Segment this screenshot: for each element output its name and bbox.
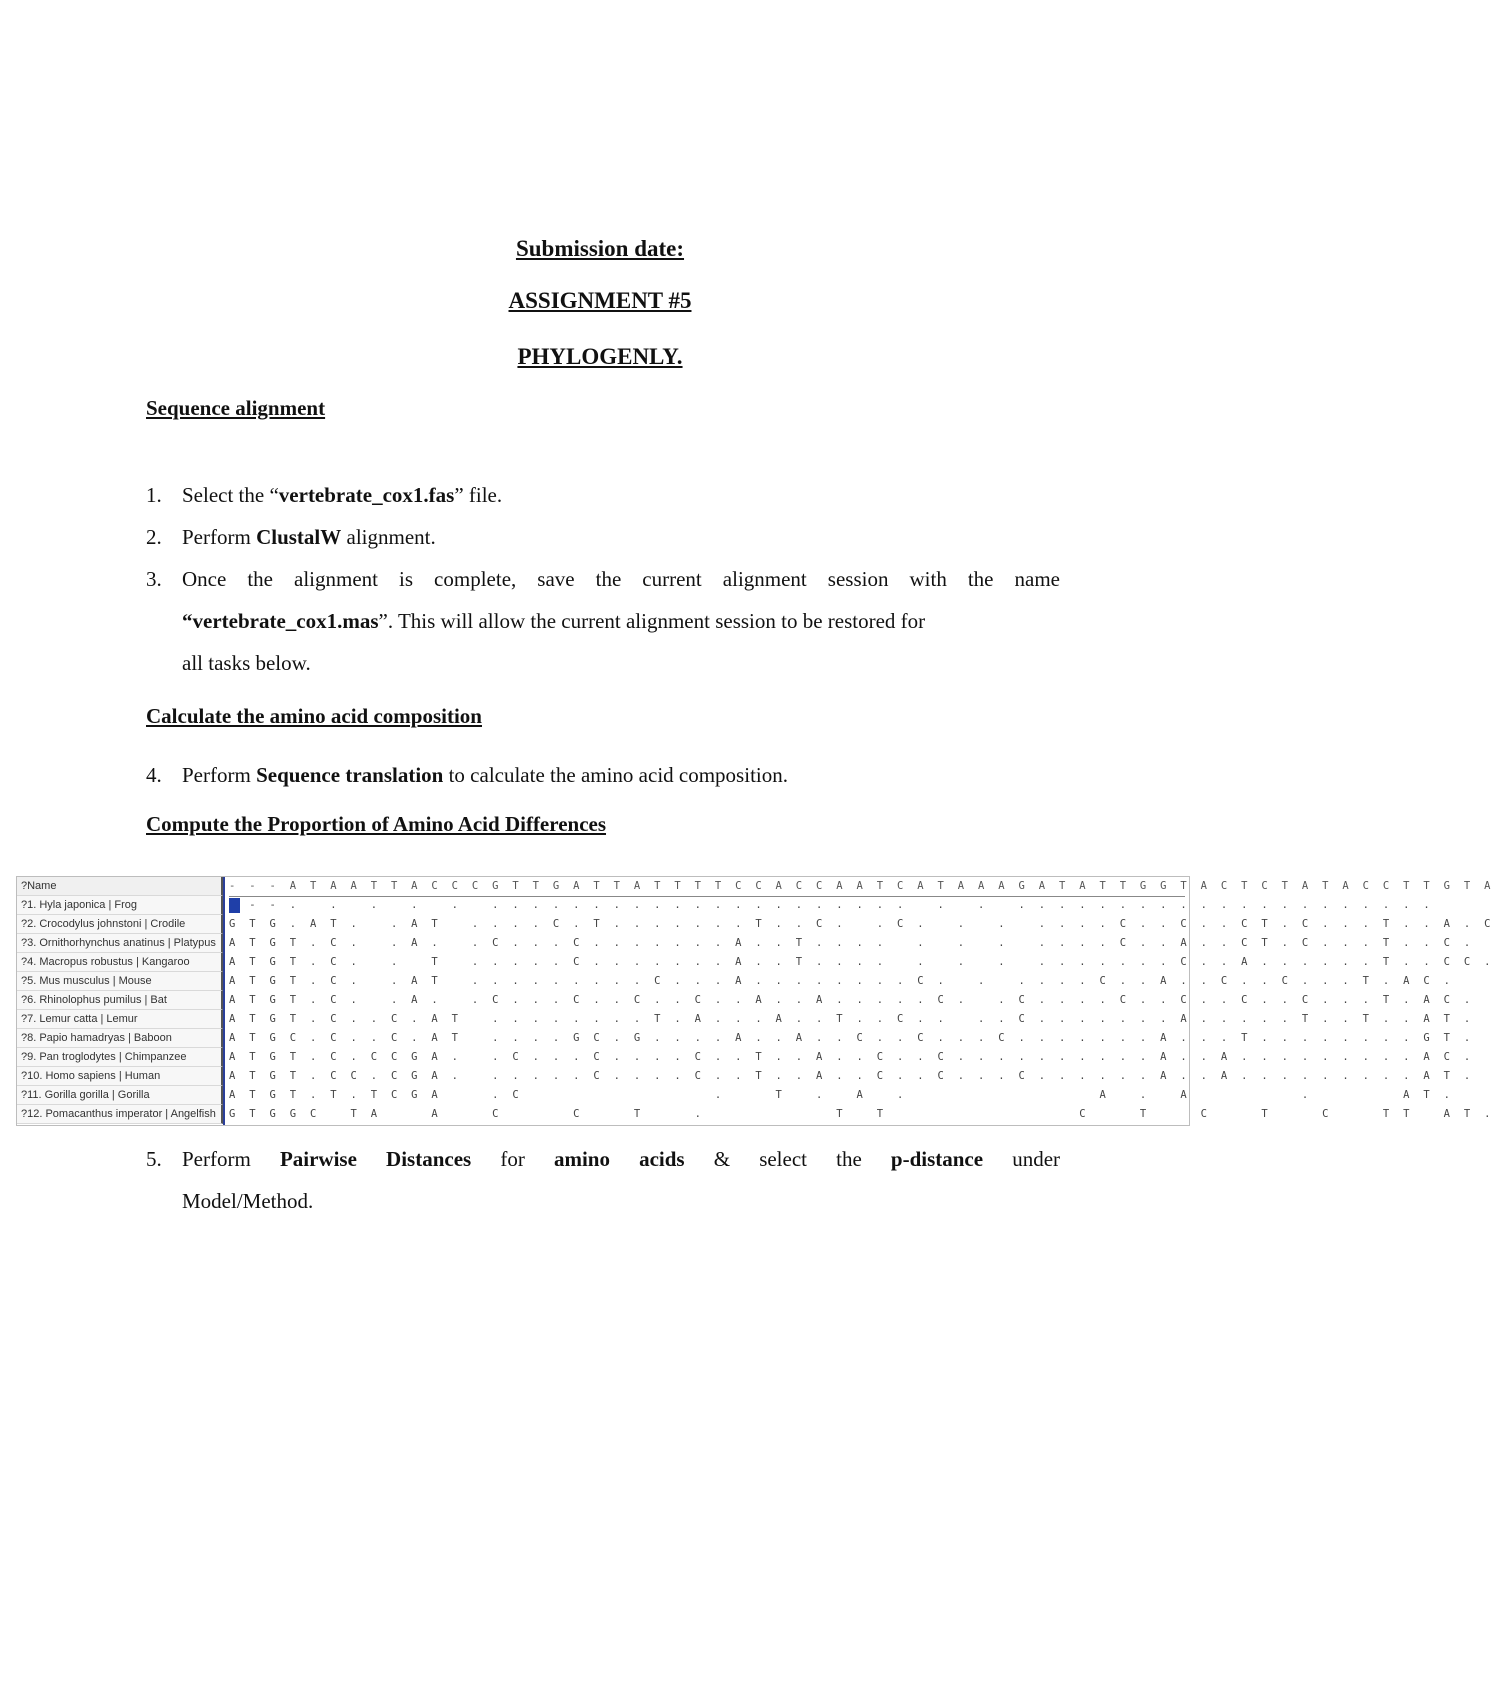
list-text: Perform Sequence translation to calculate the amino acid composition. <box>182 763 788 787</box>
alignment-sequence: A T G T . C . . T . . . . . C . . . . . . . A . . T . . . . . . . . . . . . . . C . . A . . . . . . T . . C C . <box>229 956 1494 968</box>
list-number: 3. <box>146 567 162 591</box>
alignment-taxon-name: ?1. Hyla japonica | Frog <box>17 896 223 915</box>
alignment-row[interactable] <box>17 896 1434 915</box>
list-number: 5. <box>146 1147 162 1171</box>
list-text: Perform ClustalW alignment. <box>182 525 436 549</box>
alignment-sequence: G T G . A T . . A T . . . . C . T . . . . . . . T . . C . . C . . . . . . . C . . C . . C T . C . . . T . . A . C <box>229 918 1494 930</box>
filename-fas: vertebrate_cox1.fas <box>278 483 455 507</box>
alignment-taxon-name: ?4. Macropus robustus | Kangaroo <box>17 953 223 972</box>
submission-date-title: Submission date: <box>515 236 685 261</box>
alignment-taxon-name: ?2. Crocodylus johnstoni | Crodile <box>17 915 223 934</box>
assignment-title: ASSIGNMENT #5 <box>508 288 692 313</box>
alignment-header-row <box>17 877 1494 896</box>
alignment-row[interactable] <box>17 1086 1454 1105</box>
p-distance-term: p-distance <box>890 1147 984 1171</box>
list-item-3 <box>146 558 1060 684</box>
alignment-row[interactable] <box>17 1010 1474 1029</box>
alignment-row[interactable] <box>17 915 1494 934</box>
alignment-sequence: A T G T . C C . C G A . . . . . . C . . . . C . . T . . A . . C . . C . . . C . . . . . . A . . A . . . . . . . . . A T . <box>229 1070 1474 1082</box>
alignment-row[interactable] <box>17 1029 1474 1048</box>
alignment-taxon-name: ?3. Ornithorhynchus anatinus | Platypus <box>17 934 223 953</box>
list-text: Perform Pairwise Distances for amino acids & select the p-distance under Model/Method. <box>182 1147 1061 1213</box>
topic-title: PHYLOGENLY. <box>517 344 683 369</box>
sequence-translation-term: Sequence translation <box>256 763 444 787</box>
alignment-sequence: A T G T . C . . C . A T . . . . . . . . T . A . . . A . . T . . C . . . . C . . . . . . . A . . . . . T . . T . . A T . <box>229 1013 1474 1025</box>
alignment-row[interactable] <box>17 972 1454 991</box>
alignment-taxon-name: ?5. Mus musculus | Mouse <box>17 972 223 991</box>
pairwise-distances-term: Pairwise Distances <box>279 1147 472 1171</box>
alignment-taxon-name: ?11. Gorilla gorilla | Gorilla <box>17 1086 223 1105</box>
list-item-5 <box>146 1138 1060 1222</box>
alignment-sequence: A T G T . C . . A T . . . . . . . . . C . . . A . . . . . . . . C . . . . . . C . . A . . C . . C . . . T . A C . <box>229 975 1454 987</box>
alignment-row[interactable] <box>17 1067 1474 1086</box>
alignment-row[interactable] <box>17 934 1474 953</box>
alignment-sequence: A T G T . C . . A . . C . . . C . . . . . . . A . . T . . . . . . . . . . . C . . A . . C T . C . . . T . . C . <box>229 937 1474 949</box>
alignment-sequence: A T G T . C . . A . . C . . . C . . C . . C . . A . . A . . . . . C . . C . . . . C . . C . . C . . C . . . T . A C . <box>229 994 1474 1006</box>
section-heading-amino-acid-composition: Calculate the amino acid composition <box>146 704 482 728</box>
list-text: Once the alignment is complete, save the current alignment session with the name “vertebrate_cox1.mas”. This will allow the current alignment session to be restored for all tasks below. <box>182 567 1060 675</box>
alignment-row[interactable] <box>17 953 1494 972</box>
alignment-row[interactable] <box>17 991 1474 1010</box>
amino-acids-term: amino acids <box>553 1147 685 1171</box>
filename-mas: “vertebrate_cox1.mas <box>182 609 379 633</box>
alignment-consensus-sequence: - - - A T A A T T A C C C G T T G A T T A T T T T C C A C C A A T C A T A A A G A T A T T G G T A C T C T A T A C C T T G T A <box>229 877 1185 897</box>
alignment-taxon-name: ?10. Homo sapiens | Human <box>17 1067 223 1086</box>
alignment-taxon-name: ?12. Pomacanthus imperator | Angelfish <box>17 1105 223 1124</box>
clustalw-term: ClustalW <box>256 525 342 549</box>
alignment-sequence: A T G C . C . . C . A T . . . . G C . G . . . . A . . A . . C . . C . . . C . . . . . . . A . . . T . . . . . . . . G T . <box>229 1032 1474 1044</box>
list-number: 4. <box>146 763 162 787</box>
alignment-screenshot <box>16 876 1494 1126</box>
alignment-column-divider[interactable] <box>223 877 225 1125</box>
alignment-taxon-name: ?9. Pan troglodytes | Chimpanzee <box>17 1048 223 1067</box>
list-text: Select the “vertebrate_cox1.fas” file. <box>182 483 503 507</box>
list-number: 2. <box>146 525 162 549</box>
alignment-taxon-name: ?6. Rhinolophus pumilus | Bat <box>17 991 223 1010</box>
alignment-sequence: G T G G C T A A C C T . T T C T C T C T T A T . <box>229 1108 1494 1120</box>
alignment-row[interactable] <box>17 1048 1474 1067</box>
alignment-taxon-name: ?7. Lemur catta | Lemur <box>17 1010 223 1029</box>
alignment-sequence: - - . . . . . . . . . . . . . . . . . . . . . . . . . . . . . . . . . . . . . . . . . . . . . . . . . <box>229 899 1434 911</box>
section-heading-amino-acid-differences: Compute the Proportion of Amino Acid Differences <box>146 812 607 836</box>
alignment-sequence: A T G T . T . T C G A . C . T . A . A . A . A T . <box>229 1089 1454 1101</box>
alignment-name-column-header: ?Name <box>17 877 223 896</box>
list-number: 1. <box>146 483 162 507</box>
alignment-row[interactable] <box>17 1105 1494 1124</box>
alignment-sequence: A T G T . C . C C G A . . C . . . C . . . . C . . T . . A . . C . . C . . . . . . . . . . A . . A . . . . . . . . . A C . <box>229 1051 1474 1063</box>
alignment-taxon-name: ?8. Papio hamadryas | Baboon <box>17 1029 223 1048</box>
section-heading-sequence-alignment: Sequence alignment <box>146 396 326 420</box>
